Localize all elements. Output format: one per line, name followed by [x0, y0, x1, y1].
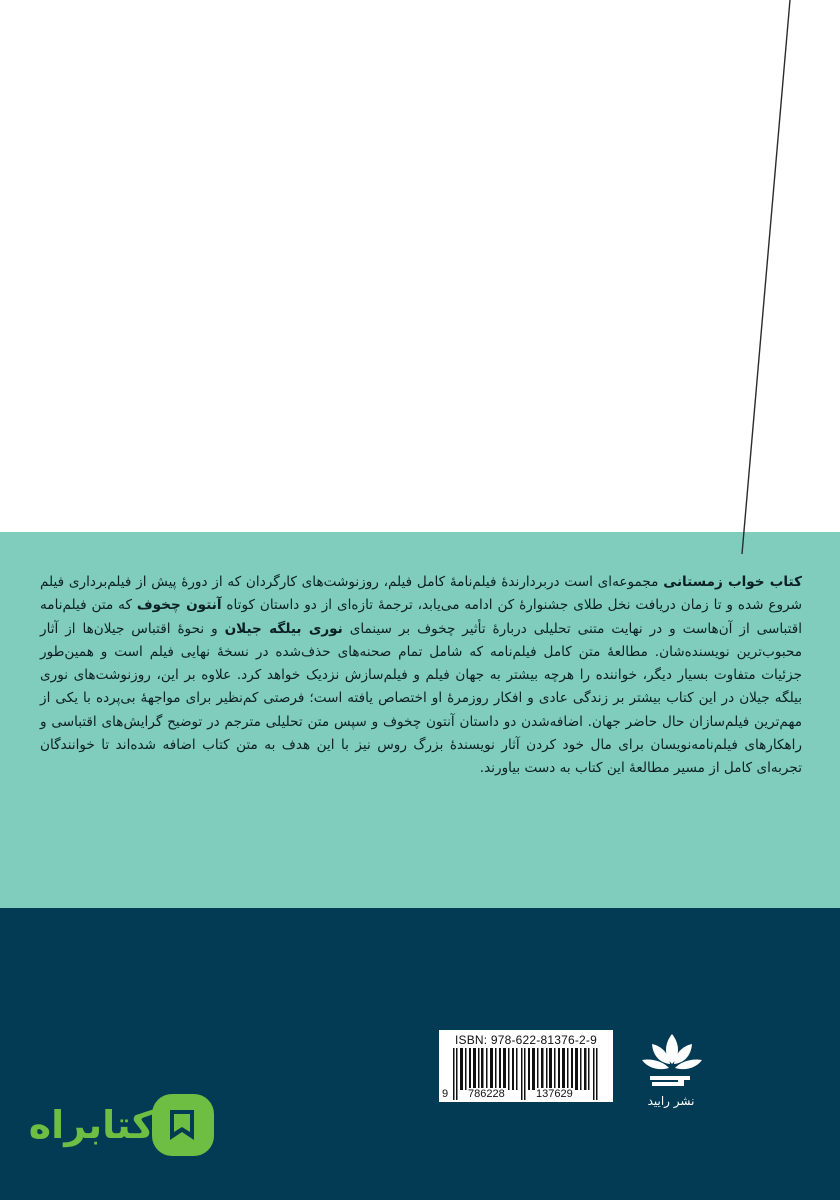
- description-part-3: و نحوۀ اقتباس جیلان‌ها از آثار محبوب‌ترین نویسنده‌شان. مطالعۀ متن کامل فیلم‌نامه که شامل تمام صحنه‌های حذف‌شده در نسخۀ نهایی فیلم است و همین‌طور جزئیات متفاوت بسیار دیگر، خواننده را هرچه بیشتر به جهان فیلم و فیلم‌سازش نزدیک خواهد کرد. علاوه بر این، روزنوشت‌های نوری بیلگه جیلان در این کتاب بیشتر بر زندگی عادی و افکار روزمرۀ او اختصاص یافته است؛ فرصتی کم‌نظیر برای مواجهۀ بی‌پرده با یکی از مهم‌ترین فیلم‌سازان حال حاضر جهان. اضافه‌شدن دو داستان آنتون چخوف و سپس متن تحلیلی مترجم در توضیح گرایش‌های اقتباسی و راهکارهای فیلم‌نامه‌نویسان برای مال خود کردن آثار نویسندۀ بزرگ روس نیز با این هدف به متن کتاب اضافه شده‌اند تا خوانندگان تجربه‌ای کامل از مسیر مطالعۀ این کتاب به دست بیاورند.: [40, 620, 802, 777]
- publisher-name: نشر رایید: [647, 1094, 695, 1108]
- description-part-2: که متن فیلم‌نامه اقتباسی از آن‌هاست و در نهایت متنی تحلیلی دربارۀ تأثیر چخوف بر سینمای: [40, 597, 802, 637]
- decorative-line: [0, 0, 840, 560]
- barcode-digits-left: 786228: [468, 1088, 505, 1100]
- author-name: آنتون چخوف: [136, 597, 222, 614]
- barcode-digits-right: 137629: [536, 1088, 573, 1100]
- isbn-label: ISBN: 978-622-81376-2-9: [454, 1033, 598, 1047]
- barcode: [439, 1030, 613, 1102]
- back-cover-description: [40, 571, 802, 781]
- director-name: نوری بیلگه جیلان: [224, 620, 343, 637]
- store-name: کتابراه: [28, 1103, 154, 1147]
- lotus-icon: [638, 1030, 706, 1104]
- barcode-digit-first: 9: [442, 1088, 449, 1100]
- book-title: کتاب خواب زمستانی: [663, 574, 802, 590]
- footer-panel: [0, 908, 840, 1200]
- description-part-1: مجموعه‌ای است دربردارندۀ فیلم‌نامۀ کامل فیلم، روزنوشت‌های کارگردان که از دورۀ پیش از فیلم‌برداری فیلم شروع شده و تا زمان دریافت نخل طلای جشنوارۀ کن ادامه می‌یابد، ترجمۀ تازه‌ای از دو داستان کوتاه: [40, 574, 802, 614]
- book-icon: [150, 1092, 216, 1158]
